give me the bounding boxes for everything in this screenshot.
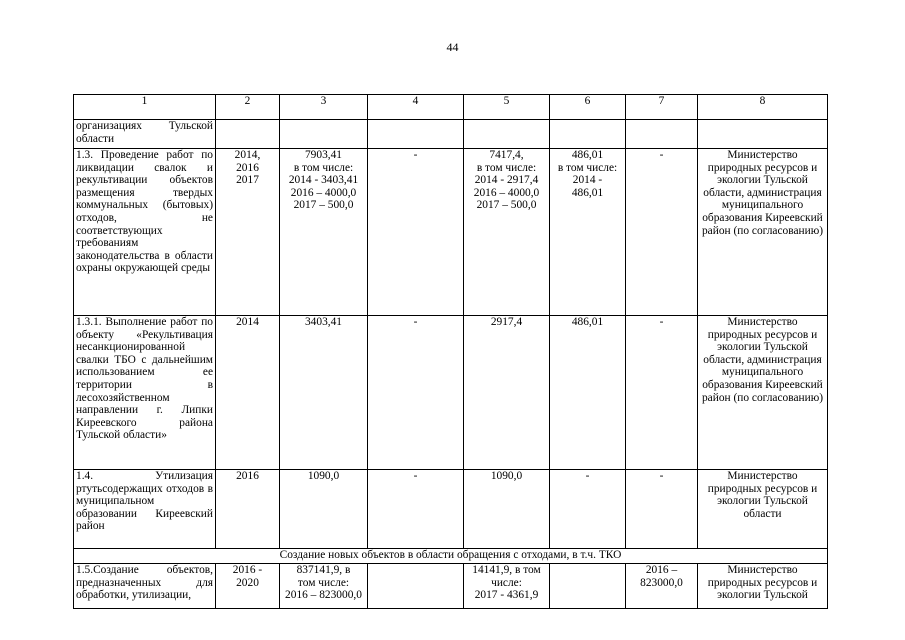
regional-cell xyxy=(464,120,550,149)
federal-cell: - xyxy=(368,316,464,470)
municipal-cell: 486,01 в том числе: 2014 - 486,01 xyxy=(550,149,626,316)
event-name-cell: 1.3. Проведение работ по ликвидации свалок и рекультивации объектов размещения твердых коммунальных (бытовых) отходов, не соответствующих требованиям законодательства в области охраны окружающей среды xyxy=(74,149,216,316)
table-row xyxy=(74,316,828,470)
executor-cell: Министерство природных ресурсов и экологии Тульской области, администрация муниципального образования Киреевский район (по согласованию) xyxy=(698,316,828,470)
table-row xyxy=(74,470,828,549)
program-table xyxy=(73,94,828,609)
column-header: 8 xyxy=(698,95,828,120)
municipal-cell: - xyxy=(550,470,626,549)
other-sources-cell xyxy=(626,120,698,149)
other-sources-cell: - xyxy=(626,470,698,549)
federal-cell: - xyxy=(368,470,464,549)
column-header: 5 xyxy=(464,95,550,120)
event-name-cell: 1.5.Создание объектов, предназначенных для обработки, утилизации, xyxy=(74,564,216,609)
regional-cell: 7417,4, в том числе: 2014 - 2917,4 2016 – 4000,0 2017 – 500,0 xyxy=(464,149,550,316)
regional-cell: 1090,0 xyxy=(464,470,550,549)
regional-cell: 14141,9, в том числе: 2017 - 4361,9 xyxy=(464,564,550,609)
section-title: Создание новых объектов в области обращения с отходами, в т.ч. ТКО xyxy=(74,549,828,564)
other-sources-cell: - xyxy=(626,316,698,470)
total-cell: 3403,41 xyxy=(280,316,368,470)
column-header: 3 xyxy=(280,95,368,120)
years-cell: 2014 xyxy=(216,316,280,470)
federal-cell xyxy=(368,120,464,149)
column-header: 4 xyxy=(368,95,464,120)
municipal-cell: 486,01 xyxy=(550,316,626,470)
executor-cell: Министерство природных ресурсов и экологии Тульской области, администрация муниципального образования Киреевский район (по согласованию) xyxy=(698,149,828,316)
executor-cell xyxy=(698,120,828,149)
municipal-cell xyxy=(550,120,626,149)
regional-cell: 2917,4 xyxy=(464,316,550,470)
years-cell: 2016 xyxy=(216,470,280,549)
years-cell xyxy=(216,120,280,149)
page-number: 44 xyxy=(446,40,459,54)
column-header: 7 xyxy=(626,95,698,120)
section-row xyxy=(74,549,828,564)
total-cell xyxy=(280,120,368,149)
table-row xyxy=(74,564,828,609)
table-row xyxy=(74,120,828,149)
federal-cell: - xyxy=(368,149,464,316)
column-header: 2 xyxy=(216,95,280,120)
total-cell: 837141,9, в том числе: 2016 – 823000,0 xyxy=(280,564,368,609)
column-header: 1 xyxy=(74,95,216,120)
years-cell: 2016 - 2020 xyxy=(216,564,280,609)
event-name-cell: организациях Тульской области xyxy=(74,120,216,149)
executor-cell: Министерство природных ресурсов и экологии Тульской xyxy=(698,564,828,609)
header-row xyxy=(74,95,828,120)
total-cell: 1090,0 xyxy=(280,470,368,549)
years-cell: 2014, 2016 2017 xyxy=(216,149,280,316)
municipal-cell xyxy=(550,564,626,609)
table-row xyxy=(74,149,828,316)
event-name-cell: 1.4. Утилизация ртутьсодержащих отходов в муниципальном образовании Киреевский район xyxy=(74,470,216,549)
other-sources-cell: 2016 – 823000,0 xyxy=(626,564,698,609)
event-name-cell: 1.3.1. Выполнение работ по объекту «Рекультивация несанкционированной свалки ТБО с дальнейшим использованием ее территории в лесохозяйственном направлении г. Липки Киреевского района Тульской области» xyxy=(74,316,216,470)
total-cell: 7903,41 в том числе: 2014 - 3403,41 2016 – 4000,0 2017 – 500,0 xyxy=(280,149,368,316)
other-sources-cell: - xyxy=(626,149,698,316)
executor-cell: Министерство природных ресурсов и экологии Тульской области xyxy=(698,470,828,549)
column-header: 6 xyxy=(550,95,626,120)
federal-cell xyxy=(368,564,464,609)
